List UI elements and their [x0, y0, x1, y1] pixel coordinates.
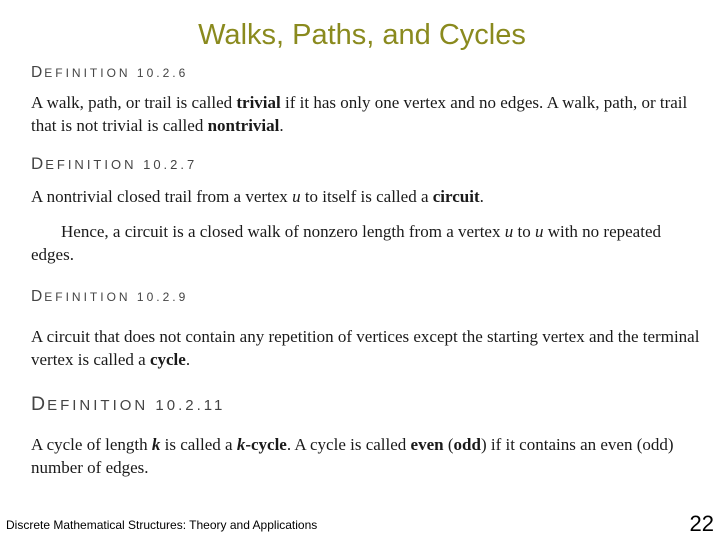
- definition-heading-10-2-6: DEFINITION 10.2.6: [31, 64, 189, 81]
- definition-note-10-2-7: Hence, a circuit is a closed walk of nonzero length from a vertex u to u with no repeated edges.: [31, 222, 661, 264]
- definition-text-10-2-6: A walk, path, or trail is called trivial if it has only one vertex and no edges. A walk, path, or trail that is not trivial is called nontrivial.: [31, 93, 688, 135]
- page-number: 22: [689, 511, 714, 536]
- slide-footer: Discrete Mathematical Structures: Theory and Applications: [6, 518, 318, 532]
- definition-heading-10-2-9: DEFINITION 10.2.9: [31, 288, 189, 305]
- slide-title: Walks, Paths, and Cycles: [198, 19, 526, 51]
- definition-heading-10-2-7: DEFINITION 10.2.7: [31, 154, 198, 173]
- definition-heading-10-2-11: DEFINITION 10.2.11: [31, 393, 226, 415]
- definition-text-10-2-9: A circuit that does not contain any repetition of vertices except the starting vertex and the terminal vertex is called a cycle.: [31, 327, 700, 369]
- definition-text-10-2-11: A cycle of length k is called a k-cycle. A cycle is called even (odd) if it contains an even (odd) number of edges.: [31, 435, 674, 477]
- definition-text-10-2-7: A nontrivial closed trail from a vertex u to itself is called a circuit.: [31, 187, 484, 206]
